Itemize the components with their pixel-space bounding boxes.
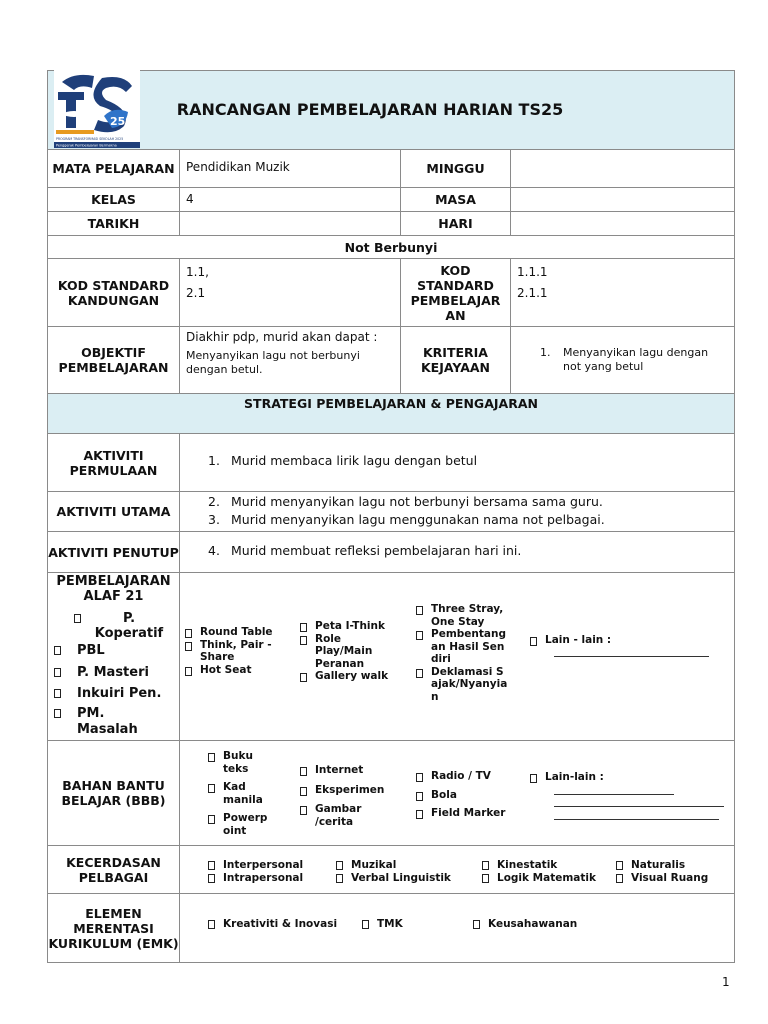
alaf21-option[interactable]: Gallery walk <box>300 670 400 683</box>
ts25-logo <box>54 70 140 148</box>
bbb-option[interactable]: Eksperimen <box>300 784 400 797</box>
bbb-option[interactable]: Internet <box>300 764 400 777</box>
alaf21-option[interactable]: Peta I-Think <box>300 620 400 633</box>
penutup-text: Murid membuat refleksi pembelajaran hari ini. <box>231 543 522 558</box>
bbb-option[interactable]: Buku teks <box>208 750 288 775</box>
bbb-lain-line-2[interactable] <box>554 806 724 807</box>
kec-r1-0[interactable]: Interpersonal <box>208 859 303 872</box>
logo-caption-1: PROGRAM TRANSFORMASI SEKOLAH 2025 <box>56 137 124 141</box>
topic-title: Not Berbunyi <box>344 239 438 255</box>
kec-r2-1[interactable]: Verbal Linguistik <box>336 872 451 885</box>
checkbox-icon[interactable] <box>530 637 537 646</box>
checkbox-icon[interactable] <box>362 920 369 929</box>
checkbox-icon[interactable] <box>208 861 215 870</box>
kec-r2-2[interactable]: Logik Matematik <box>482 872 596 885</box>
alaf21-option[interactable]: Three Stray, One Stay <box>416 603 526 628</box>
alaf21-left-item-2[interactable]: P. Masteri <box>54 665 149 680</box>
bbb-col1 <box>208 750 288 837</box>
checkbox-icon[interactable] <box>473 920 480 929</box>
objektif-text: Menyanyikan lagu not berbunyi dengan betul. <box>186 349 360 376</box>
objektif-label: OBJEKTIF PEMBELAJARAN <box>58 345 169 375</box>
kod-kandungan-line2: 2.1 <box>186 286 206 300</box>
utama-num1: 2. <box>208 494 220 509</box>
bbb-lain-line-1[interactable] <box>554 794 674 795</box>
emk-item-0[interactable]: Kreativiti & Inovasi <box>208 918 337 931</box>
kelas-label: KELAS <box>91 192 136 207</box>
checkbox-icon[interactable] <box>185 667 192 676</box>
kecerdasan-label: KECERDASAN PELBAGAI <box>66 854 161 885</box>
alaf21-lain-line[interactable] <box>554 656 709 657</box>
alaf21-option[interactable]: Think, Pair - Share <box>185 639 290 664</box>
kod-kandungan-line1: 1.1, <box>186 265 209 279</box>
emk-label: ELEMEN MERENTASI KURIKULUM (EMK) <box>48 905 179 951</box>
checkbox-icon[interactable] <box>54 668 61 677</box>
alaf21-option[interactable]: Round Table <box>185 626 290 639</box>
alaf21-left-item-1[interactable]: PBL <box>54 643 105 658</box>
kod-pembelajaran-line2: 2.1.1 <box>517 286 548 300</box>
utama-text2: Murid menyanyikan lagu menggunakan nama not pelbagai. <box>231 512 605 527</box>
checkbox-icon[interactable] <box>208 920 215 929</box>
checkbox-icon[interactable] <box>336 874 343 883</box>
bbb-col2 <box>300 764 400 828</box>
mata-pelajaran-value: Pendidikan Muzik <box>186 160 290 174</box>
checkbox-icon[interactable] <box>300 767 307 776</box>
checkbox-icon[interactable] <box>300 787 307 796</box>
logo-number: 25 <box>110 115 126 128</box>
checkbox-icon[interactable] <box>416 606 423 615</box>
alaf21-left-item-4[interactable]: PM. Masalah <box>54 706 147 738</box>
kec-r1-3[interactable]: Naturalis <box>616 859 685 872</box>
checkbox-icon[interactable] <box>185 642 192 651</box>
kelas-value: 4 <box>186 192 194 206</box>
checkbox-icon[interactable] <box>300 623 307 632</box>
utama-label: AKTIVITI UTAMA <box>56 504 171 519</box>
checkbox-icon[interactable] <box>74 614 81 623</box>
alaf21-left-item-0[interactable]: P. Koperatif <box>74 611 169 641</box>
alaf21-option[interactable]: Role Play/Main Peranan <box>300 633 400 671</box>
kod-pembelajaran-line1: 1.1.1 <box>517 265 548 279</box>
checkbox-icon[interactable] <box>54 709 61 718</box>
checkbox-icon[interactable] <box>416 792 423 801</box>
utama-num2: 3. <box>208 512 220 527</box>
alaf21-option[interactable]: Deklamasi Sajak/Nyanyian <box>416 666 526 704</box>
alaf21-col2 <box>300 620 400 683</box>
checkbox-icon[interactable] <box>54 646 61 655</box>
kec-r1-2[interactable]: Kinestatik <box>482 859 557 872</box>
objektif-intro: Diakhir pdp, murid akan dapat : <box>186 330 378 344</box>
bbb-option[interactable]: Gambar /cerita <box>300 803 400 828</box>
hari-label: HARI <box>438 216 473 231</box>
minggu-label: MINGGU <box>426 161 485 176</box>
permulaan-num: 1. <box>208 453 220 468</box>
checkbox-icon[interactable] <box>185 629 192 638</box>
checkbox-icon[interactable] <box>616 861 623 870</box>
checkbox-icon[interactable] <box>300 673 307 682</box>
bbb-lain[interactable]: Lain-lain : <box>530 771 604 784</box>
mata-pelajaran-label: MATA PELAJARAN <box>52 161 175 176</box>
alaf21-label: PEMBELAJARAN ALAF 21 <box>56 574 171 604</box>
alaf21-option[interactable]: Hot Seat <box>185 664 290 677</box>
strategy-heading: STRATEGI PEMBELAJARAN & PENGAJARAN <box>244 396 538 411</box>
alaf21-left-item-3[interactable]: Inkuiri Pen. <box>54 686 161 701</box>
masa-label: MASA <box>435 192 476 207</box>
checkbox-icon[interactable] <box>482 874 489 883</box>
alaf21-col1 <box>185 626 290 676</box>
kod-pembelajaran-label: KOD STANDARD PEMBELAJAR AN <box>410 262 501 323</box>
kriteria-num: 1. <box>540 346 551 359</box>
checkbox-icon[interactable] <box>416 631 423 640</box>
checkbox-icon[interactable] <box>208 753 215 762</box>
checkbox-icon[interactable] <box>336 861 343 870</box>
bbb-option[interactable]: Bola <box>416 789 526 802</box>
kod-kandungan-label: KOD STANDARD KANDUNGAN <box>57 277 170 308</box>
permulaan-label: AKTIVITI PERMULAAN <box>69 447 158 478</box>
logo-caption-2: Penggerak Pembelajaran Bermakna <box>56 143 117 148</box>
kec-r2-3[interactable]: Visual Ruang <box>616 872 708 885</box>
emk-item-2[interactable]: Keusahawanan <box>473 918 577 931</box>
bbb-option[interactable]: Powerpoint <box>208 812 288 837</box>
permulaan-text: Murid membaca lirik lagu dengan betul <box>231 453 478 468</box>
alaf21-option[interactable]: Pembentangan Hasil Sendiri <box>416 628 526 666</box>
kriteria-label: KRITERIA KEJAYAAN <box>420 345 491 375</box>
penutup-num: 4. <box>208 543 220 558</box>
checkbox-icon[interactable] <box>300 806 307 815</box>
utama-text1: Murid menyanyikan lagu not berbunyi bersama sama guru. <box>231 494 603 509</box>
bbb-col3 <box>416 770 526 820</box>
kec-r1-1[interactable]: Muzikal <box>336 859 396 872</box>
tarikh-label: TARIKH <box>87 216 140 231</box>
page-title: RANCANGAN PEMBELAJARAN HARIAN TS25 <box>176 100 564 119</box>
checkbox-icon[interactable] <box>530 774 537 783</box>
bbb-option[interactable]: Field Marker <box>416 807 526 820</box>
checkbox-icon[interactable] <box>208 874 215 883</box>
checkbox-icon[interactable] <box>54 689 61 698</box>
checkbox-icon[interactable] <box>208 815 215 824</box>
bbb-option[interactable]: Radio / TV <box>416 770 526 783</box>
alaf21-lain[interactable]: Lain - lain : <box>530 634 611 647</box>
checkbox-icon[interactable] <box>416 773 423 782</box>
bbb-label: BAHAN BANTU BELAJAR (BBB) <box>61 778 166 808</box>
checkbox-icon[interactable] <box>300 636 307 645</box>
checkbox-icon[interactable] <box>416 669 423 678</box>
alaf21-col3 <box>416 603 526 703</box>
emk-item-1[interactable]: TMK <box>362 918 403 931</box>
kriteria-text: Menyanyikan lagu dengan not yang betul <box>563 346 709 373</box>
kec-r2-0[interactable]: Intrapersonal <box>208 872 303 885</box>
checkbox-icon[interactable] <box>482 861 489 870</box>
checkbox-icon[interactable] <box>416 810 423 819</box>
bbb-lain-line-3[interactable] <box>554 819 719 820</box>
bbb-option[interactable]: Kad manila <box>208 781 288 806</box>
page-number: 1 <box>722 975 730 989</box>
checkbox-icon[interactable] <box>616 874 623 883</box>
penutup-label: AKTIVITI PENUTUP <box>48 544 179 560</box>
checkbox-icon[interactable] <box>208 784 215 793</box>
